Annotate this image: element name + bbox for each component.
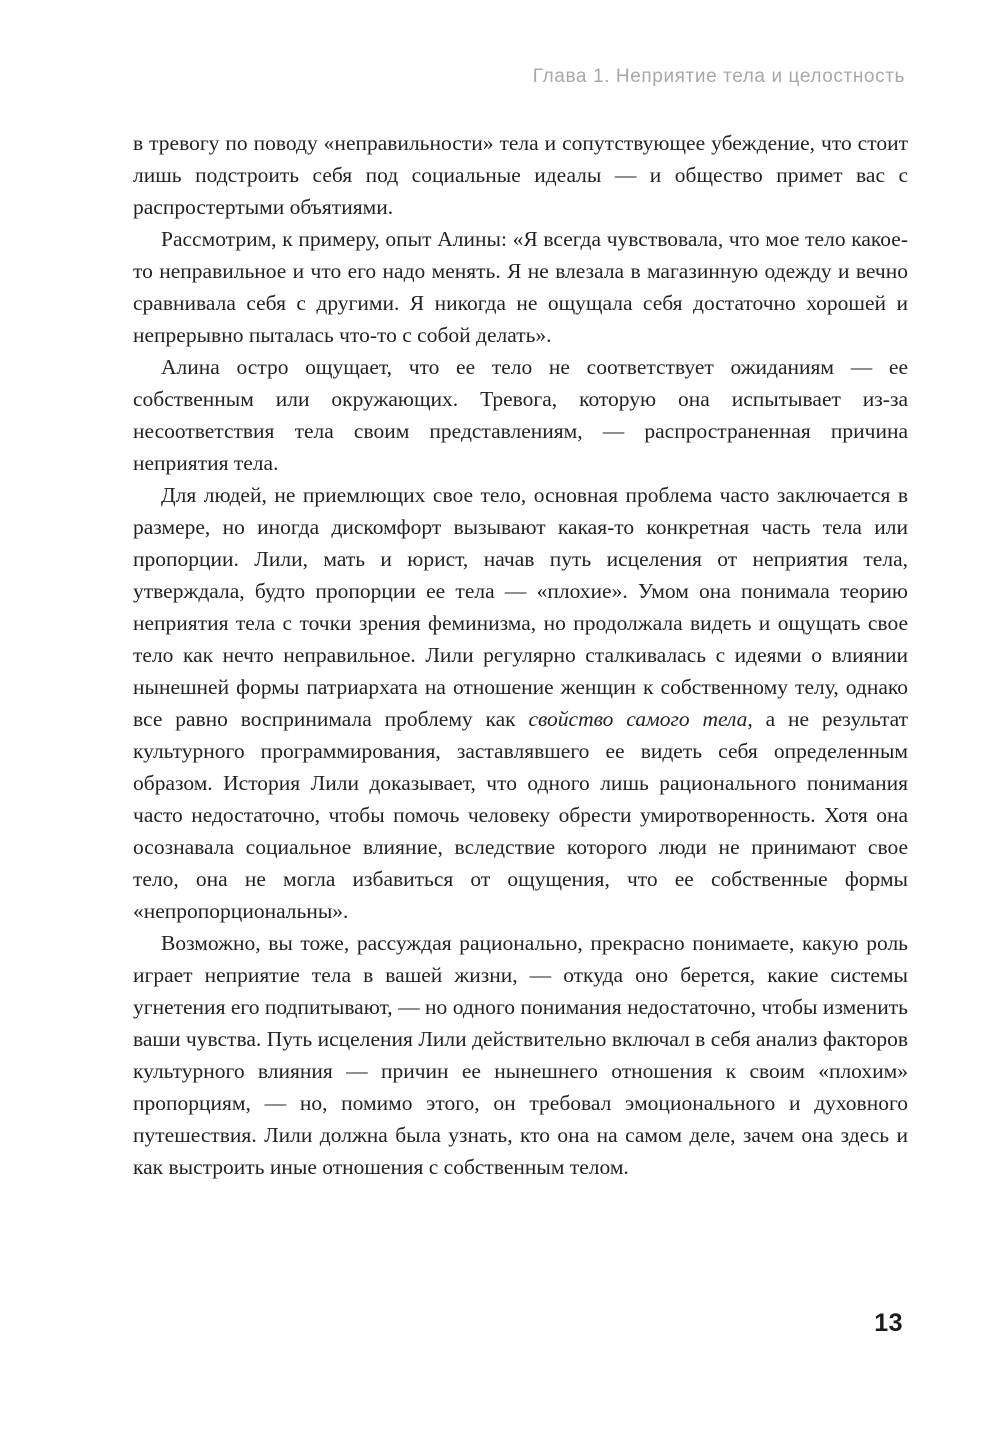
text-run: в тревогу по поводу «неправильности» тела и сопутствующее убеждение, что стоит лишь подстроить себя под социальные идеалы — и общество примет вас с распростертыми объятиями.: [133, 131, 908, 219]
text-run: Алина остро ощущает, что ее тело не соответствует ожиданиям — ее собственным или окружающих. Тревога, которую она испытывает из-за несоответствия тела своим представлениям, — распространенная причина неприятия тела.: [133, 355, 908, 475]
running-head: Глава 1. Неприятие тела и целостность: [532, 66, 905, 87]
text-run: Рассмотрим, к примеру, опыт Алины: «Я всегда чувствовала, что мое тело какое-то неправильное и что его надо менять. Я не влезала в магазинную одежду и вечно сравнивала себя с другими. Я никогда не ощущала себя достаточно хорошей и непрерывно пыталась что-то с собой делать».: [133, 227, 908, 347]
paragraph-1: [133, 127, 908, 223]
paragraph-5: [133, 927, 908, 1183]
paragraph-4: [133, 479, 908, 927]
page-number: 13: [874, 1309, 903, 1337]
body-text: [133, 127, 908, 1183]
text-run: Для людей, не приемлющих свое тело, основная проблема часто заключается в размере, но иногда дискомфорт вызывают какая-то конкретная часть тела или пропорции. Лили, мать и юрист, начав путь исцеления от неприятия тела, утверждала, будто пропорции ее тела — «плохие». Умом она понимала теорию неприятия тела с точки зрения феминизма, но продолжала видеть и ощущать свое тело как нечто неправильное. Лили регулярно сталкивалась с идеями о влиянии нынешней формы патриархата на отношение женщин к собственному телу, однако все равно воспринимала проблему как: [133, 483, 908, 731]
text-run: Возможно, вы тоже, рассуждая рационально, прекрасно понимаете, какую роль играет неприятие тела в вашей жизни, — откуда оно берется, какие системы угнетения его подпитывают, — но одного понимания недостаточно, чтобы изменить ваши чувства. Путь исцеления Лили действительно включал в себя анализ факторов культурного влияния — причин ее нынешнего отношения к своим «плохим» пропорциям, — но, помимо этого, он требовал эмоционального и духовного путешествия. Лили должна была узнать, кто она на самом деле, зачем она здесь и как выстроить иные отношения с собственным телом.: [133, 931, 908, 1179]
paragraph-3: [133, 351, 908, 479]
italic-phrase: свойство самого тела: [528, 707, 748, 731]
paragraph-2: [133, 223, 908, 351]
text-run: , а не результат культурного программирования, заставлявшего ее видеть себя определенным образом. История Лили доказывает, что одного лишь рационального понимания часто недостаточно, чтобы помочь человеку обрести умиротворенность. Хотя она осознавала социальное влияние, вследствие которого люди не принимают свое тело, она не могла избавиться от ощущения, что ее собственные формы «непропорциональны».: [133, 707, 909, 923]
